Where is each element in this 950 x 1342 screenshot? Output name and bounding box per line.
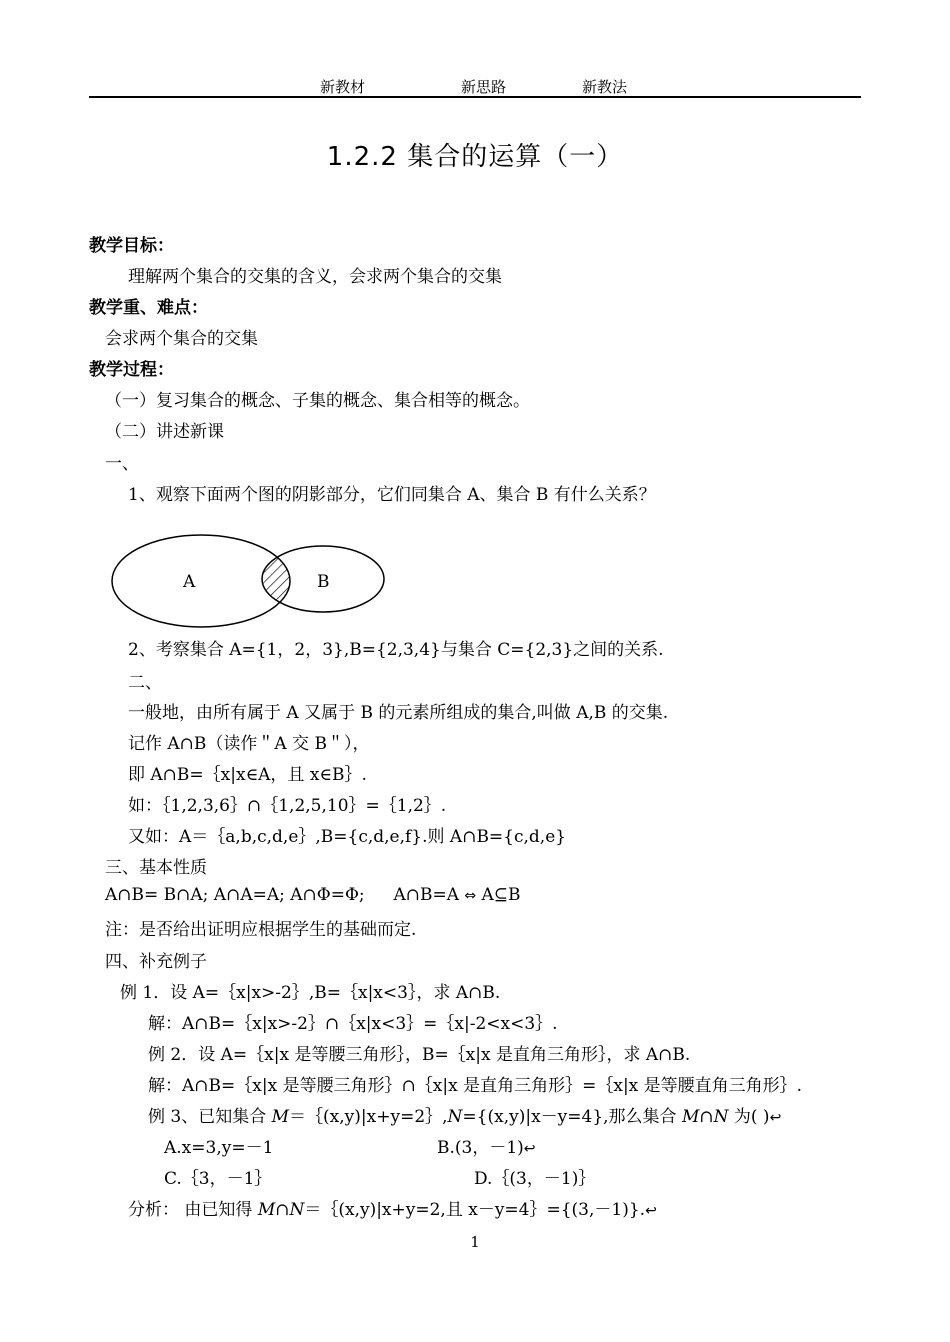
part4-label: 四、补充例子: [105, 952, 207, 972]
part1-question2: 2、考察集合 A={1，2，3},B={2,3,4}与集合 C={2,3}之间的关系.: [128, 640, 664, 660]
header-item-approach: 新思路: [461, 78, 507, 96]
basic-properties: [105, 885, 521, 906]
analysis-intersection: M∩N: [257, 1200, 305, 1220]
option-b-text: B.(3，－1): [437, 1138, 524, 1158]
option-d: D.｛(3，－1)｝: [474, 1169, 596, 1189]
example3-question: [148, 1107, 781, 1128]
ex3-set-n: N: [447, 1107, 463, 1127]
properties-list: A∩B= B∩A; A∩A=A; A∩Φ=Φ;: [105, 885, 365, 905]
keypoints-heading: 教学重、难点：: [89, 298, 208, 318]
ex3-set-m: M: [271, 1107, 290, 1127]
ex3-text-mid2: ={(x,y)|x－y=4},那么集合: [462, 1107, 682, 1127]
example2-question: 例 2．设 A=｛x|x 是等腰三角形｝，B=｛x|x 是直角三角形｝，求 A∩B.: [148, 1045, 691, 1065]
process-heading: 教学过程：: [89, 360, 174, 380]
part3-label: 三、基本性质: [105, 858, 207, 878]
ex3-text-mid: ＝｛(x,y)|x+y=2｝,: [289, 1107, 448, 1127]
venn-label-a: A: [183, 572, 196, 592]
example1-question: 例 1．设 A=｛x|x>-2｝,B=｛x|x<3｝，求 A∩B.: [120, 983, 501, 1003]
intersection-example2: 又如：A＝｛a,b,c,d,e｝,B={c,d,e,f}.则 A∩B={c,d,e}: [128, 827, 567, 847]
analysis-text-pre: 分析： 由已知得: [128, 1200, 258, 1220]
analysis-text-end: ＝｛(x,y)|x+y=2,且 x－y=4｝={(3,－1)}.: [304, 1200, 646, 1220]
return-icon: ↩: [645, 1203, 657, 1219]
property-subset-rhs: A⊆B: [481, 885, 521, 905]
objective-text: 理解两个集合的交集的含义，会求两个集合的交集: [128, 267, 502, 287]
return-icon: ↩: [769, 1110, 782, 1126]
option-b: [437, 1138, 536, 1159]
ex3-intersection: M∩N: [681, 1107, 729, 1127]
process-step2: （二）讲述新课: [105, 422, 224, 442]
proof-note: 注：是否给出证明应根据学生的基础而定.: [105, 920, 417, 940]
example2-solution: 解：A∩B=｛x|x 是等腰三角形｝∩｛x|x 是直角三角形｝=｛x|x 是等腰直角三角形｝.: [148, 1076, 803, 1096]
return-icon: ↩: [523, 1141, 536, 1157]
objective-heading: 教学目标：: [89, 236, 174, 256]
example1-solution: 解：A∩B=｛x|x>-2｝∩｛x|x<3｝=｛x|-2<x<3｝.: [148, 1014, 558, 1034]
part2-label: 二、: [128, 673, 162, 693]
header-item-method: 新教法: [582, 78, 628, 96]
ex3-text-pre: 例 3、已知集合: [148, 1107, 272, 1127]
intersection-example1: 如：｛1,2,3,6｝∩｛1,2,5,10｝=｛1,2｝.: [128, 796, 447, 816]
venn-label-b: B: [317, 572, 330, 592]
property-subset-lhs: A∩B=A: [393, 885, 459, 905]
document-title: 1.2.2 集合的运算（一）: [326, 142, 624, 172]
page-header: [89, 76, 861, 98]
iff-symbol: ⇔: [464, 888, 477, 904]
keypoints-text: 会求两个集合的交集: [105, 329, 258, 349]
page-number: 1: [470, 1233, 480, 1251]
intersection-definition: 一般地，由所有属于 A 又属于 B 的元素所组成的集合,叫做 A,B 的交集.: [128, 703, 669, 723]
option-a: A.x=3,y=－1: [164, 1138, 274, 1158]
header-item-textbook: 新教材: [320, 78, 366, 96]
intersection-formula: 即 A∩B=｛x|x∈A，且 x∈B｝.: [128, 765, 367, 785]
option-c: C.｛3，－1｝: [164, 1169, 272, 1189]
ex3-text-end: 为( ): [728, 1107, 770, 1127]
example3-analysis: [128, 1200, 657, 1221]
part1-label: 一、: [105, 454, 139, 474]
part1-question1: 1、观察下面两个图的阴影部分，它们同集合 A、集合 B 有什么关系？: [128, 485, 656, 505]
intersection-notation: 记作 A∩B（读作＂A 交 B＂），: [128, 734, 370, 754]
venn-diagram: [105, 533, 395, 633]
process-step1: （一）复习集合的概念、子集的概念、集合相等的概念。: [105, 391, 530, 411]
